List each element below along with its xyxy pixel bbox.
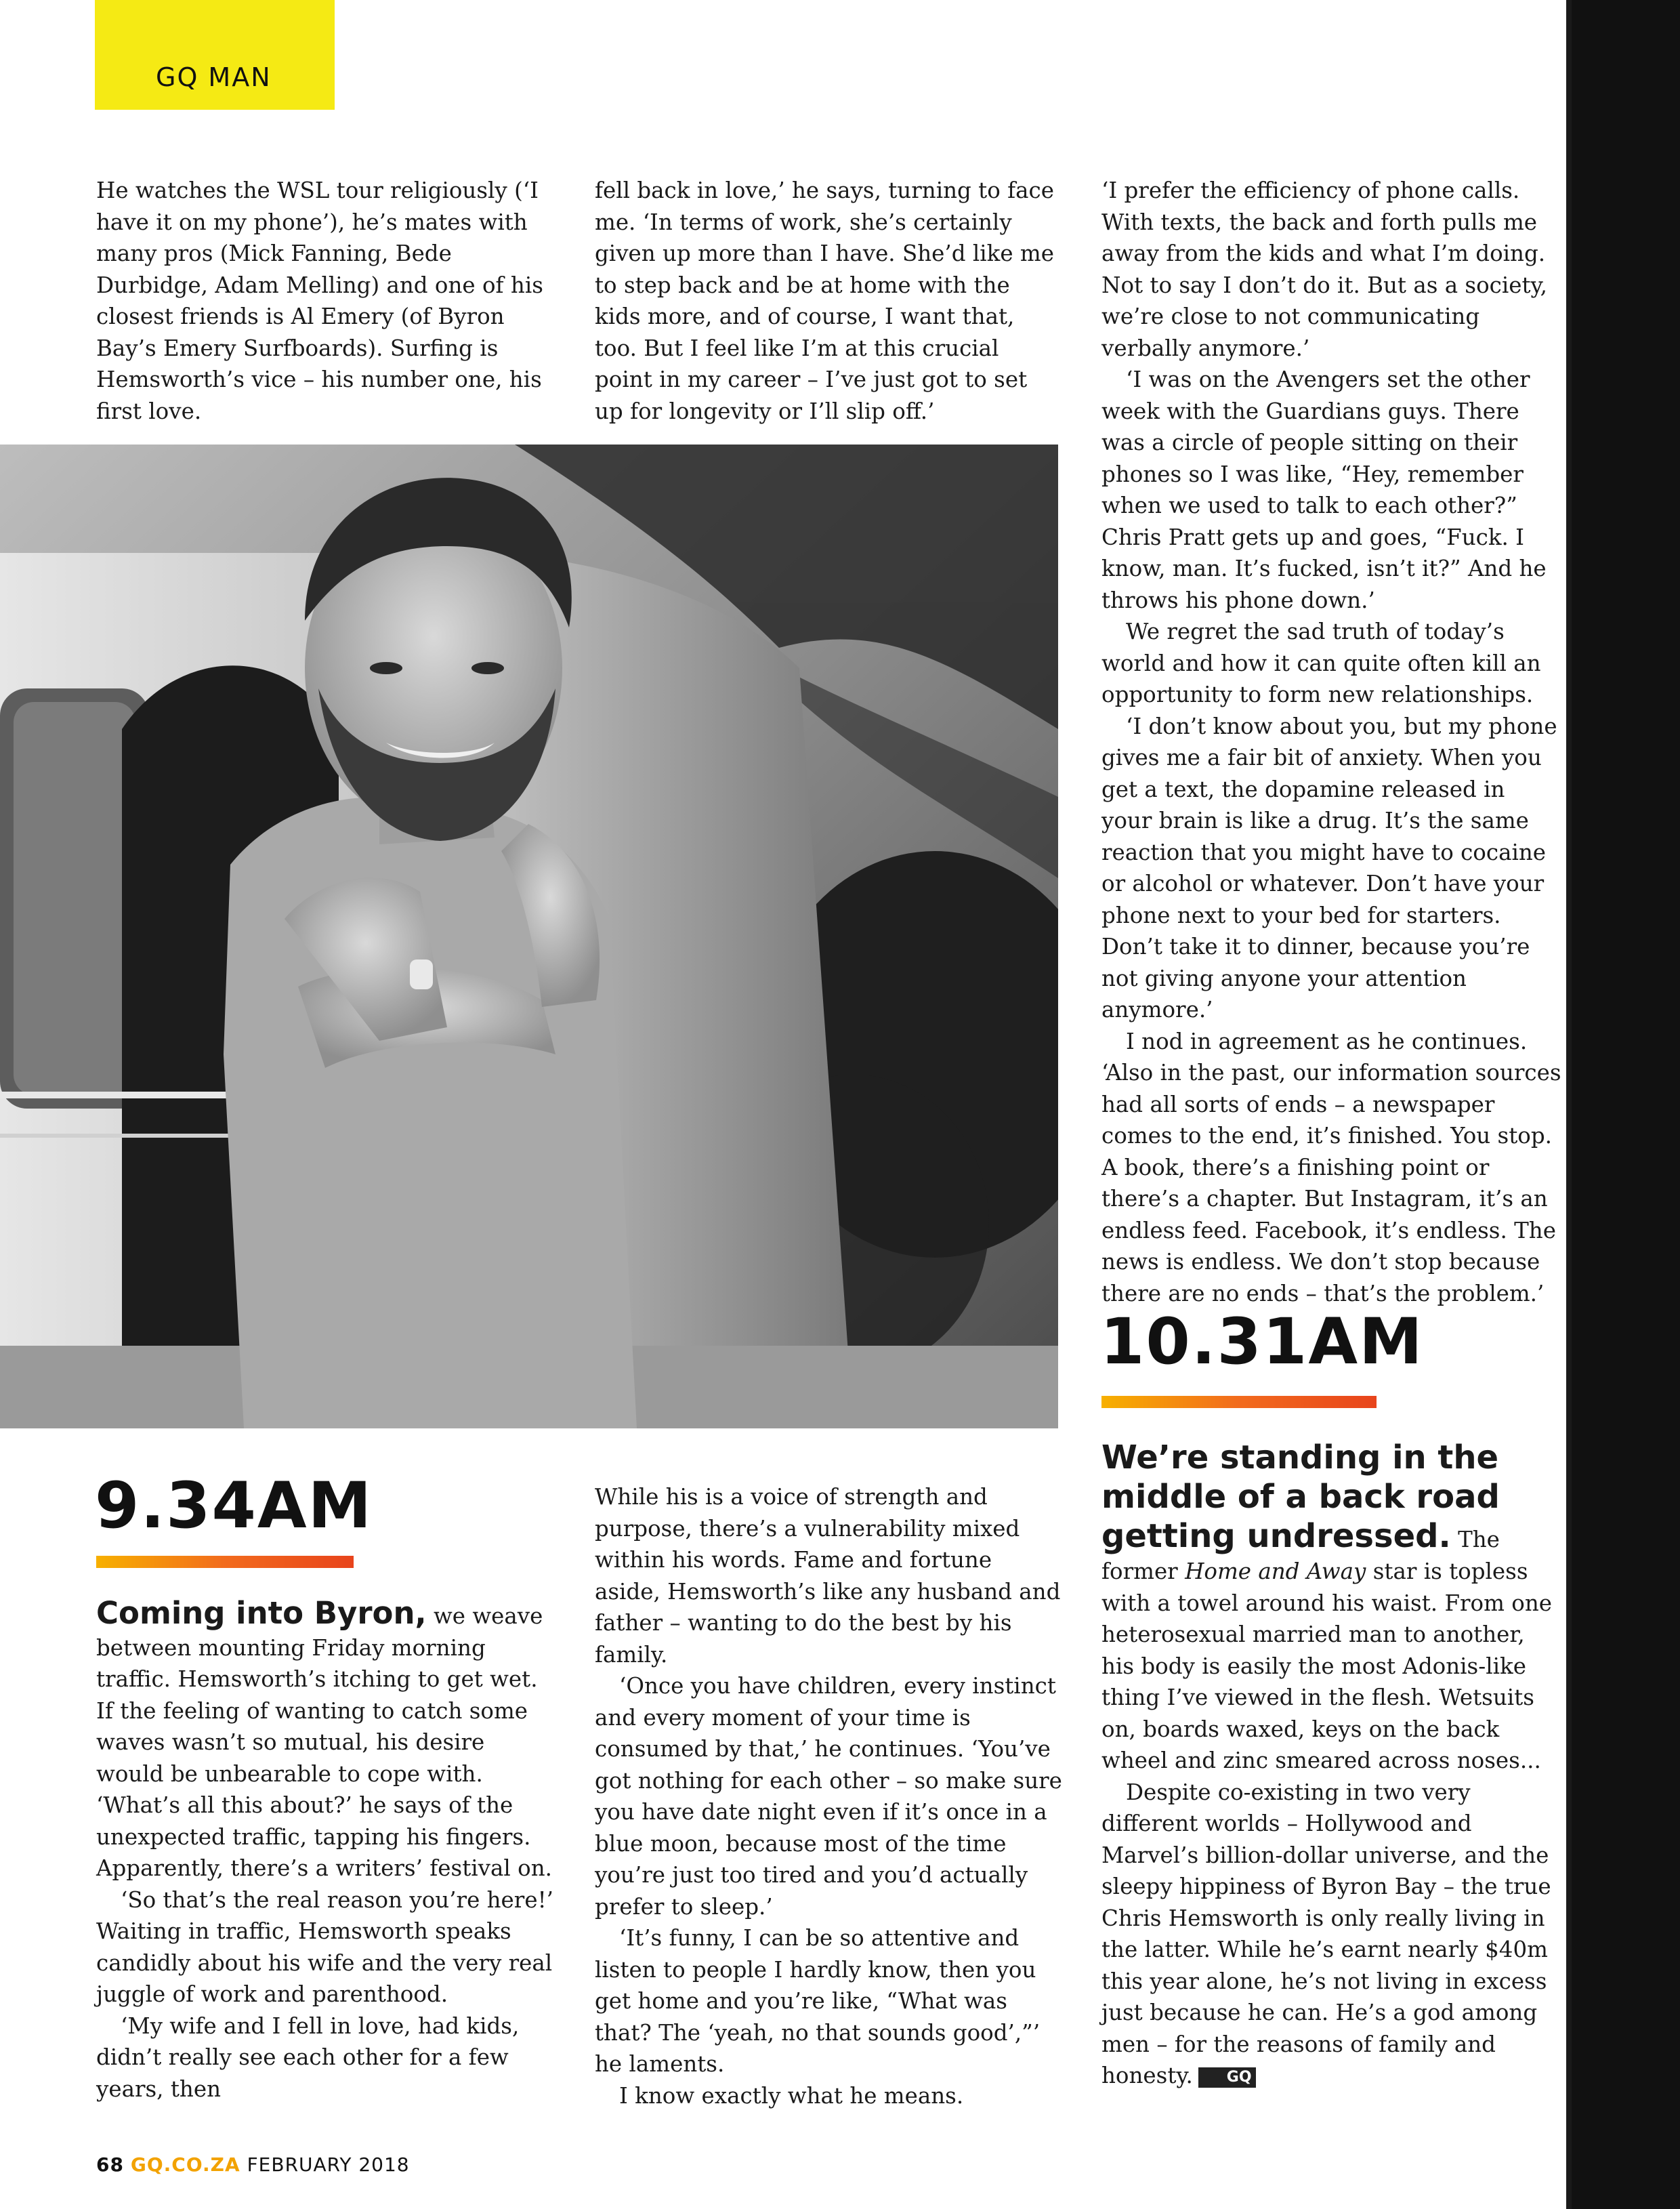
section2-paragraph: Despite co-existing in two very different worlds – Hollywood and Marvel’s billion-dollar universe, and the sleepy hippiness of Byron Bay – the true Chris Hemsworth is only really living in the latter. While he’s earnt nearly $40m this year alone, he’s not living in excess just because he can. He’s a god among men – for the reasons of family and honesty. xyxy=(1101,1779,1551,2088)
section2-rule xyxy=(1101,1396,1377,1408)
page-gutter-bar xyxy=(1572,0,1680,2209)
section1-time-heading: 9.34AM xyxy=(95,1469,373,1543)
portrait-illustration xyxy=(0,445,1058,1428)
site-name: GQ.CO.ZA xyxy=(130,2153,240,2176)
top-col2-paragraph: fell back in love,’ he says, turning to face me. ‘In terms of work, she’s certainly given up more than I have. She’d like me to step back and be at home with the kids more, and of course, I want that, too. But I feel like I’m at this crucial point in my career – I’ve just got to set up for longevity or I’ll slip off.’ xyxy=(595,178,1054,424)
right-column xyxy=(1101,175,1562,1309)
col3-paragraph: I nod in agreement as he continues. ‘Also in the past, our information sources had all sorts of ends – a newspaper comes to the end, it’s finished. You stop. A book, there’s a finishing point or there’s a chapter. But Instagram, it’s an endless feed. Facebook, it’s endless. The news is endless. We don’t stop because there are no ends – that’s the problem.’ xyxy=(1101,1028,1561,1306)
issue-date: FEBRUARY 2018 xyxy=(247,2153,410,2176)
section1-paragraph: we weave between mounting Friday morning traffic. Hemsworth’s itching to get wet. If the feeling of wanting to catch some waves wasn’t so mutual, his desire would be unbearable to cope with. ‘What’s all this about?’ he says of the unexpected traffic, tapping his fingers. Apparently, there’s a writers’ festival on. xyxy=(96,1603,552,1881)
section2-p1-start: The former xyxy=(1101,1527,1500,1584)
section1-column-1 xyxy=(96,1595,557,2105)
col3-paragraph: ‘I prefer the efficiency of phone calls. With texts, the back and forth pulls me away from the kids and what I’m doing. Not to say I don’t do it. But as a society, we’re close to not communicating verbally anymore.’ xyxy=(1101,178,1547,361)
section2-time-heading: 10.31AM xyxy=(1100,1305,1424,1379)
section1-paragraph: ‘So that’s the real reason you’re here!’ Waiting in traffic, Hemsworth speaks candidly about his wife and the very real juggle of work and parenthood. xyxy=(96,1886,553,2007)
section1-rule xyxy=(96,1556,354,1568)
section1-col2-paragraph: I know exactly what he means. xyxy=(619,2082,964,2109)
section-tab xyxy=(95,0,335,110)
page-edge-shadow xyxy=(1566,0,1572,2209)
hero-photo xyxy=(0,445,1058,1428)
top-col1-paragraph: He watches the WSL tour religiously (‘I have it on my phone’), he’s mates with many pros (Mick Fanning, Bede Durbidge, Adam Melling) and one of his closest friends is Al Emery (of Byron Bay’s Emery Surfboards). Surfing is Hemsworth’s vice – his number one, his first love. xyxy=(96,178,543,424)
show-title: Home and Away xyxy=(1185,1558,1366,1584)
section2-p1-rest: star is topless with a towel around his waist. From one heterosexual married man to another, his body is easily the most Adonis-like thing I’ve viewed in the flesh. Wetsuits on, boards waxed, keys on the back wheel and zinc smeared across noses... xyxy=(1101,1558,1552,1773)
section1-paragraph: ‘My wife and I fell in love, had kids, didn’t really see each other for a few years, then xyxy=(96,2012,520,2102)
col3-paragraph: ‘I was on the Avengers set the other week with the Guardians guys. There was a circle of people sitting on their phones so I was like, “Hey, remember when we used to talk to each other?” Chris Pratt gets up and goes, “Fuck. I know, man. It’s fucked, isn’t it?” And he throws his phone down.’ xyxy=(1101,367,1547,613)
section2-column xyxy=(1101,1438,1562,2092)
page-number: 68 xyxy=(96,2153,124,2176)
top-column-1 xyxy=(96,175,557,427)
section1-column-2 xyxy=(595,1481,1062,2111)
section1-lead: Coming into Byron, xyxy=(96,1595,427,1631)
section-label: GQ MAN xyxy=(156,62,272,92)
section1-col2-paragraph: While his is a voice of strength and purpose, there’s a vulnerability mixed within his words. Fame and fortune aside, Hemsworth’s like any husband and father – wanting to do the best by his family. xyxy=(595,1484,1061,1668)
top-column-2 xyxy=(595,175,1062,427)
col3-paragraph: ‘I don’t know about you, but my phone gives me a fair bit of anxiety. When you get a text, the dopamine released in your brain is like a drug. It’s the same reaction that you might have to cocaine or alcohol or whatever. Don’t have your phone next to your bed for starters. Don’t take it to dinner, because you’re not giving anyone your attention anymore.’ xyxy=(1101,713,1557,1023)
folio xyxy=(96,2153,410,2176)
section2-lead: We’re standing in the middle of a back road getting undressed. xyxy=(1101,1439,1500,1555)
gq-end-mark: GQ xyxy=(1198,2067,1256,2088)
col3-paragraph: We regret the sad truth of today’s world and how it can quite often kill an opportunity to form new relationships. xyxy=(1101,619,1541,707)
section1-col2-paragraph: ‘It’s funny, I can be so attentive and listen to people I hardly know, then you get home and you’re like, “What was that? The ‘yeah, no that sounds good’,”’ he laments. xyxy=(595,1925,1041,2077)
section1-col2-paragraph: ‘Once you have children, every instinct and every moment of your time is consumed by that,’ he continues. ‘You’ve got nothing for each other – so make sure you have date night even if it’s once in a blue moon, because most of the time you’re just too tired and you’d actually prefer to sleep.’ xyxy=(595,1673,1062,1920)
